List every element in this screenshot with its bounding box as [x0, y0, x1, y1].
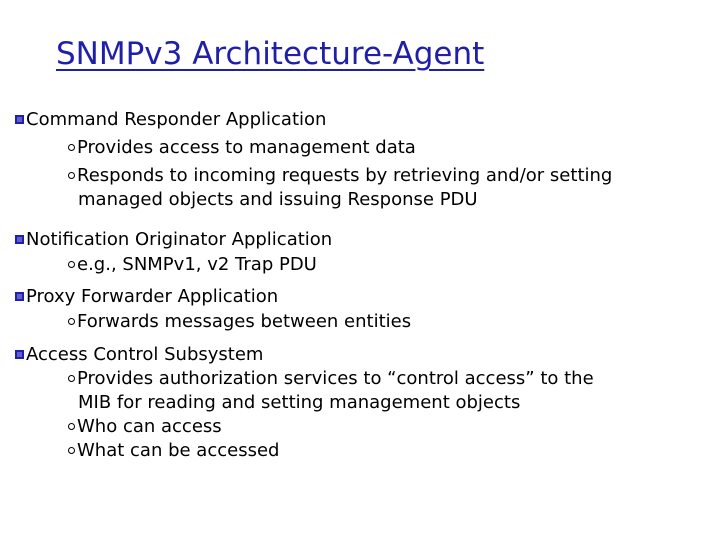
- sub-bullet: [78, 164, 612, 188]
- sub-bullet: [78, 439, 279, 463]
- circle-bullet-icon: [68, 447, 75, 454]
- circle-bullet-icon: [68, 423, 75, 430]
- square-bullet-icon: [15, 350, 24, 359]
- bullet-command-responder: [15, 108, 326, 132]
- square-bullet-icon: [15, 235, 24, 244]
- slide-title: SNMPv3 Architecture-Agent: [56, 36, 485, 72]
- square-bullet-icon: [15, 115, 24, 124]
- bullet-heading: Access Control Subsystem: [26, 344, 264, 365]
- sub-bullet-text: e.g., SNMPv1, v2 Trap PDU: [77, 254, 317, 275]
- circle-bullet-icon: [68, 375, 75, 382]
- circle-bullet-icon: [68, 261, 75, 268]
- bullet-notification-originator: [15, 228, 332, 252]
- bullet-heading: Command Responder Application: [26, 109, 327, 130]
- sub-bullet-text: MIB for reading and setting management objects: [78, 392, 521, 413]
- square-bullet-icon: [15, 292, 24, 301]
- sub-bullet: [78, 136, 416, 160]
- sub-bullet: [78, 253, 317, 277]
- sub-bullet: [78, 310, 411, 334]
- sub-bullet-text: Provides access to management data: [77, 137, 416, 158]
- sub-bullet: [78, 367, 594, 391]
- sub-bullet-text: managed objects and issuing Response PDU: [78, 189, 478, 210]
- sub-bullet-text: Forwards messages between entities: [77, 311, 412, 332]
- bullet-proxy-forwarder: [15, 285, 278, 309]
- sub-bullet-text: Responds to incoming requests by retrieving and/or setting: [77, 165, 613, 186]
- circle-bullet-icon: [68, 144, 75, 151]
- sub-bullet-continuation: [78, 188, 478, 212]
- sub-bullet-text: Provides authorization services to “control access” to the: [77, 368, 594, 389]
- sub-bullet-text: What can be accessed: [77, 440, 280, 461]
- circle-bullet-icon: [68, 318, 75, 325]
- sub-bullet: [78, 415, 222, 439]
- sub-bullet-continuation: [78, 391, 520, 415]
- circle-bullet-icon: [68, 172, 75, 179]
- sub-bullet-text: Who can access: [77, 416, 222, 437]
- bullet-heading: Notification Originator Application: [26, 229, 333, 250]
- bullet-access-control: [15, 343, 263, 367]
- bullet-heading: Proxy Forwarder Application: [26, 286, 279, 307]
